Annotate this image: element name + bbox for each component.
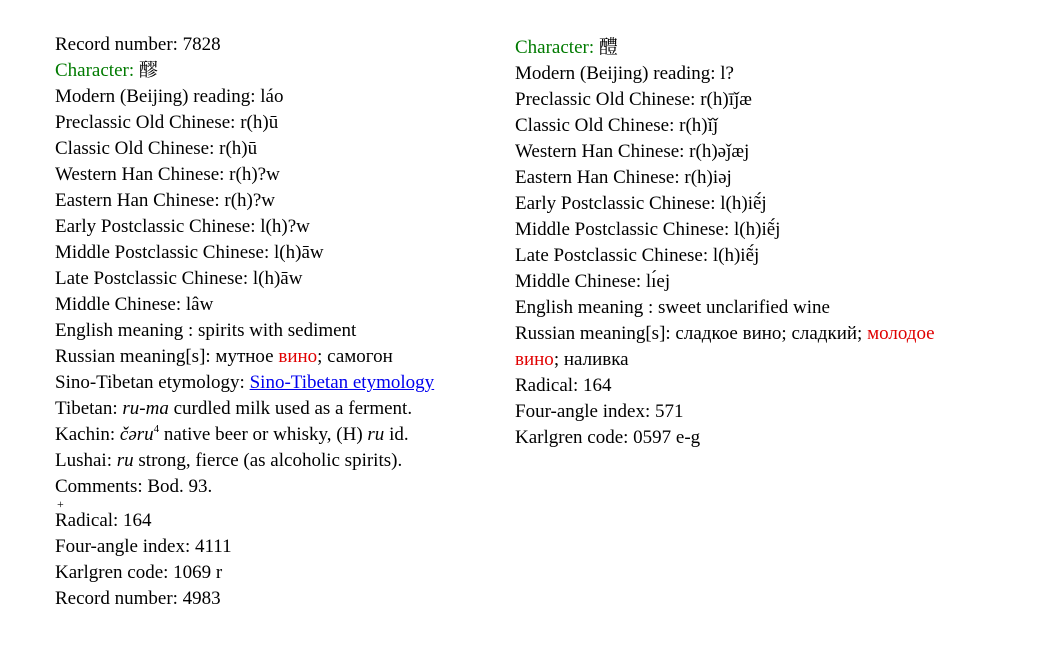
character-row — [515, 35, 1025, 61]
russian-meaning-highlight: молодое — [867, 323, 935, 344]
kachin-cognate — [55, 422, 510, 448]
lushai-label: Lushai: — [55, 450, 117, 471]
karlgren-code: Karlgren code: 0597 e-g — [515, 427, 701, 448]
sino-tibetan-etymology — [55, 370, 510, 396]
tibetan-cognate — [55, 396, 510, 422]
eastern-han-chinese: Eastern Han Chinese: r(h)iǝj — [515, 167, 732, 188]
russian-meaning — [55, 344, 510, 370]
western-han-chinese: Western Han Chinese: r(h)ǝǰæj — [515, 141, 750, 162]
middle-chinese: Middle Chinese: lâw — [55, 294, 214, 315]
early-postclassic-chinese: Early Postclassic Chinese: l(h)?w — [55, 216, 310, 237]
character-row — [55, 58, 510, 84]
russian-meaning-label: Russian meaning[s]: мутное — [55, 346, 279, 367]
russian-meaning-rest: ; наливка — [553, 349, 629, 370]
record-number: Record number: 7828 — [55, 34, 221, 55]
classic-old-chinese: Classic Old Chinese: r(h)ū — [55, 138, 258, 159]
modern-reading: Modern (Beijing) reading: l? — [515, 63, 734, 84]
early-postclassic-chinese: Early Postclassic Chinese: l(h)iẽ́j — [515, 193, 767, 214]
character-label: Character: — [55, 60, 135, 81]
character-glyph: 醪 — [138, 60, 158, 81]
tibetan-gloss: curdled milk used as a ferment. — [168, 398, 413, 419]
middle-postclassic-chinese: Middle Postclassic Chinese: l(h)iẽ́j — [515, 219, 781, 240]
character-glyph: 醴 — [598, 37, 618, 58]
kachin-gloss: native beer or whisky, (H) — [159, 424, 368, 445]
eastern-han-chinese: Eastern Han Chinese: r(h)?w — [55, 190, 276, 211]
english-meaning: English meaning : sweet unclarified wine — [515, 297, 830, 318]
kachin-label: Kachin: — [55, 424, 120, 445]
four-angle-index: Four-angle index: 4111 — [55, 536, 232, 557]
russian-meaning-label: Russian meaning[s]: сладкое вино; сладкий; — [515, 323, 868, 344]
lushai-word: ru — [116, 450, 134, 471]
kachin-word-2: ru — [367, 424, 385, 445]
english-meaning: English meaning : spirits with sediment — [55, 320, 357, 341]
kachin-word: čǝru — [119, 424, 154, 445]
modern-reading: Modern (Beijing) reading: láo — [55, 86, 284, 107]
tibetan-word: ru-ma — [122, 398, 169, 419]
russian-meaning — [515, 321, 1025, 347]
radical: Radical: 164 — [55, 510, 152, 531]
sino-tibetan-etymology-link[interactable]: Sino-Tibetan etymology — [249, 372, 435, 393]
four-angle-index: Four-angle index: 571 — [515, 401, 684, 422]
lushai-gloss: strong, fierce (as alcoholic spirits). — [133, 450, 403, 471]
late-postclassic-chinese: Late Postclassic Chinese: l(h)āw — [55, 268, 303, 289]
russian-meaning-continued — [515, 347, 1025, 373]
middle-postclassic-chinese: Middle Postclassic Chinese: l(h)āw — [55, 242, 324, 263]
tibetan-label: Tibetan: — [55, 398, 123, 419]
preclassic-old-chinese: Preclassic Old Chinese: r(h)ū — [55, 112, 279, 133]
late-postclassic-chinese: Late Postclassic Chinese: l(h)iẽ́j — [515, 245, 760, 266]
kachin-tone: 4 — [153, 423, 160, 435]
kachin-gloss-2: id. — [384, 424, 409, 445]
middle-chinese: Middle Chinese: lı́ej — [515, 271, 671, 292]
russian-meaning-highlight-2: вино — [515, 349, 554, 370]
character-label: Character: — [515, 37, 595, 58]
preclassic-old-chinese: Preclassic Old Chinese: r(h)īǰæ — [515, 89, 752, 110]
western-han-chinese: Western Han Chinese: r(h)?w — [55, 164, 280, 185]
russian-meaning-highlight: вино — [278, 346, 318, 367]
karlgren-code: Karlgren code: 1069 r — [55, 562, 223, 583]
classic-old-chinese: Classic Old Chinese: r(h)ǐǰ — [515, 115, 719, 136]
sino-tibetan-label: Sino-Tibetan etymology: — [55, 372, 250, 393]
right-record — [515, 35, 1025, 451]
left-record — [55, 32, 510, 612]
radical: Radical: 164 — [515, 375, 612, 396]
record-number-next: Record number: 4983 — [55, 588, 221, 609]
plus-mark: + — [57, 497, 64, 511]
lushai-cognate — [55, 448, 510, 474]
russian-meaning-rest: ; самогон — [317, 346, 393, 367]
comments: Comments: Bod. 93. — [55, 476, 213, 497]
